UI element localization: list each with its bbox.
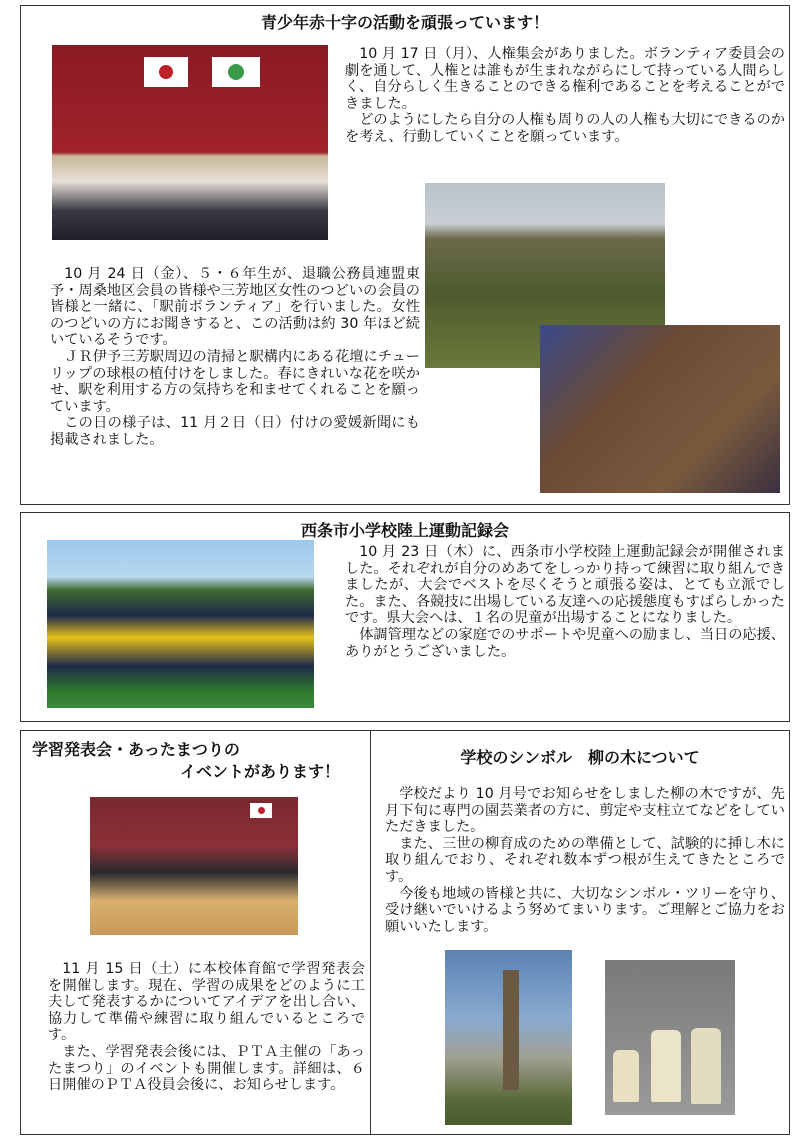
section-presentation-title-line1: 学習発表会・あったまつりの: [32, 740, 240, 759]
photo-human-rights-assembly: [52, 45, 328, 240]
photo-willow-cuttings: [605, 960, 735, 1115]
photo-track-team: [47, 540, 314, 708]
divider: [370, 730, 371, 1135]
flag-city: [212, 57, 260, 87]
section-track-meet-title: 西条市小学校陸上運動記録会: [300, 521, 509, 540]
section-red-cross-text-a: 10 月 17 日（月）、人権集会がありました。ボランティア委員会の劇を通して、人権とは誰もが生まれながらにして持っている人間らしく、自分らしく生きることのできる権利であることを考えることができました。 どのようにしたら自分の人権も周りの人の人権も大切にできるのかを考え、行動していくことを願っています。: [345, 46, 785, 145]
section-willow-title: 学校のシンボル 柳の木について: [460, 748, 700, 767]
bottle: [691, 1028, 721, 1104]
flag-japan: [250, 803, 272, 818]
section-red-cross-title: 青少年赤十字の活動を頑張っています！: [260, 13, 549, 32]
section-presentation-text: 11 月 15 日（土）に本校体育館で学習発表会を開催します。現在、学習の成果をどのように工夫して発表するかについてアイデアを出し合い、協力して準備や練習に取り組んでいるところです。 また、学習発表会後には、ＰＴＡ主催の「あったまつり」のイベントも開催します。詳細は、６日開催のＰＴＡ役員会後に、お知らせします。: [48, 961, 365, 1094]
bottle: [651, 1030, 681, 1102]
section-presentation-title-line2: イベントがあります！: [180, 762, 341, 781]
section-willow-text: 学校だより 10 月号でお知らせをしました柳の木ですが、先月下旬に専門の園芸業者の方に、剪定や支柱立てなどをしていただきました。 また、三世の柳育成のための準備として、試験的に挿し木に取り組んでおり、それぞれ数本ずつ根が生えてきたところです。 今後も地域の皆様と共に、大切なシンボル・ツリーを守り、受け継いでいけるよう努めてまいります。ご理解とご協力をお願いいたします。: [385, 786, 785, 935]
section-red-cross-text-b: 10 月 24 日（金）、５・６年生が、退職公務員連盟東予・周桑地区会員の皆様や三芳地区女性のつどいの会員の皆様と一緒に、「駅前ボランティア」を行いました。女性のつどいの方にお聞きすると、この活動は約 30 年ほど続いているそうです。 ＪＲ伊予三芳駅周辺の清掃と駅構内にある花壇にチューリップの球根の植付けをしました。春にきれいな花を咲かせ、駅を利用する方の気持ちを和ませてくれることを願っています。 この日の様子は、11 月２日（日）付けの愛媛新聞にも掲載されました。: [50, 266, 420, 448]
photo-gym-practice: [90, 797, 298, 935]
bottle: [613, 1050, 639, 1102]
flag-japan: [144, 57, 188, 87]
tree-trunk: [503, 970, 519, 1090]
section-track-meet-text: 10 月 23 日（木）に、西条市小学校陸上運動記録会が開催されました。それぞれが自分のめあてをしっかり持って練習に取り組んできましたが、大会でベストを尽くそうと頑張る姿は、とても立派でした。また、各競技に出場している友達への応援態度もすばらしかったです。県大会へは、１名の児童が出場することになりました。 体調管理などの家庭でのサポートや児童への励まし、当日の応援、ありがとうございました。: [345, 544, 785, 660]
photo-tulip-planting: [540, 325, 780, 493]
photo-willow-tree: [445, 950, 572, 1125]
